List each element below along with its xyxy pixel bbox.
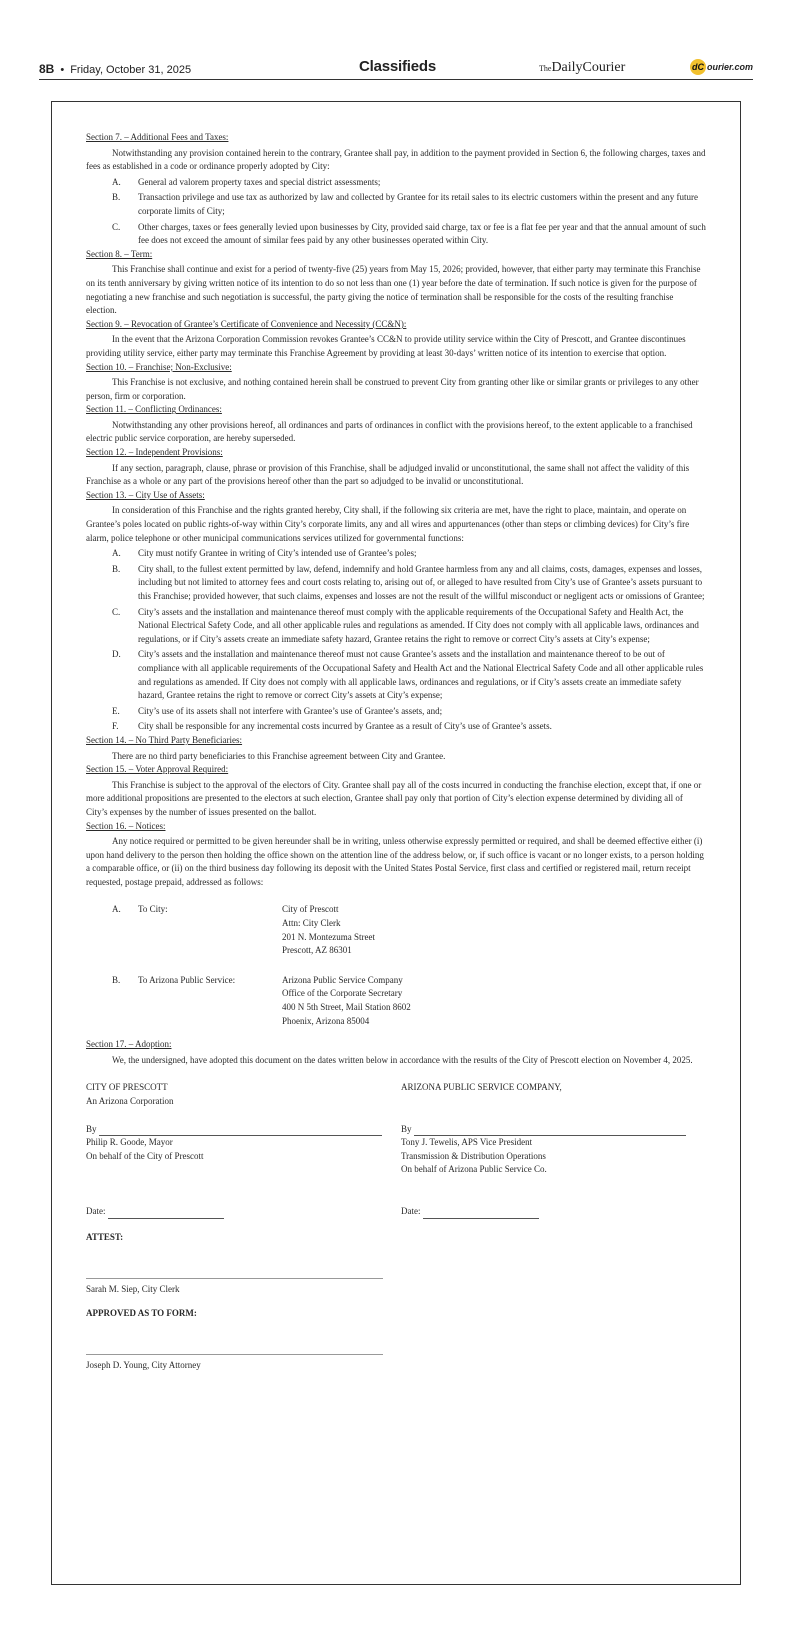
date-line	[108, 1218, 224, 1219]
legal-notice	[86, 131, 706, 1373]
signer-behalf: On behalf of the City of Prescott	[86, 1150, 204, 1161]
attorney-name: Joseph D. Young, City Attorney	[86, 1360, 201, 1371]
section-heading: Section 13. – City Use of Assets:	[86, 489, 205, 500]
section-heading: Section 15. – Voter Approval Required:	[86, 764, 229, 775]
section-text: If any section, paragraph, clause, phrase or provision of this Franchise, shall be adjudged invalid or unconstitutional, the same shall not affect the validity of this Franchise as a whole or any part of the provisions hereof other than the part so adjudged to be invalid or unconstitutional.	[86, 462, 690, 487]
address-line: Office of the Corporate Secretary	[282, 988, 403, 999]
city-signer	[86, 1123, 401, 1177]
item-text: City’s assets and the installation and maintenance thereof must not cause Grantee’s assets and the installation and maintenance thereof to be out of compliance with all applicable requirements of the Occupational Safety and Health Act and the National Electrical Safety Code and all other applicable rules and regulations as amended. If City does not comply with all applicable laws, ordinances and regulations, or if City’s assets create an immediate safety hazard, Grantee retains the right to remove or correct City’s assets at City’s expense;	[138, 649, 704, 701]
paper-name	[539, 60, 625, 76]
address-block-aps	[86, 974, 706, 1028]
paper-prefix: The	[539, 64, 552, 73]
attest-label: ATTEST:	[86, 1231, 124, 1242]
section-text: Notwithstanding any provision contained herein to the contrary, Grantee shall pay, in addition to the payment provided in Section 6, the following charges, taxes and fees as established in a code or ordinance properly adopted by City:	[86, 147, 706, 172]
aps-signer	[401, 1123, 716, 1177]
signer-behalf: On behalf of Arizona Public Service Co.	[401, 1164, 547, 1175]
address-block-city	[86, 903, 706, 957]
section-heading: Section 9. – Revocation of Grantee’s Certificate of Convenience and Necessity (CC&N):	[86, 318, 407, 329]
section-heading: Section 16. – Notices:	[86, 820, 166, 831]
date-line	[423, 1218, 539, 1219]
city-org-name: CITY OF PRESCOTT	[86, 1082, 168, 1093]
list-item	[86, 720, 706, 734]
signer-name: Tony J. Tewelis, APS Vice President	[401, 1137, 533, 1148]
section-text: We, the undersigned, have adopted this document on the dates written below in accordance with the results of the City of Prescott election on November 4, 2025.	[112, 1054, 693, 1065]
attorney-signature-line	[86, 1354, 383, 1355]
item-text: City shall be responsible for any incremental costs incurred by Grantee as a result of City’s use of Grantee’s assets.	[138, 721, 552, 732]
address-lines	[282, 903, 375, 957]
aps-signature-block	[401, 1081, 716, 1108]
list-item	[86, 606, 706, 647]
address-line: 400 N 5th Street, Mail Station 8602	[282, 1002, 411, 1013]
signature-orgs	[86, 1081, 706, 1108]
item-text: City’s use of its assets shall not interfere with Grantee’s use of Grantee’s assets, and;	[138, 705, 443, 716]
by-label: By	[401, 1123, 412, 1134]
address-lines	[282, 974, 411, 1028]
section-text: In the event that the Arizona Corporation Commission revokes Grantee’s CC&N to provide utility service within the City of Prescott, and Grantee discontinues providing utility service, either party may terminate this Franchise Agreement by providing at least 30-days’ written notice of its intention to exercise that option.	[86, 334, 686, 358]
address-line: Attn: City Clerk	[282, 918, 341, 929]
aps-date	[401, 1205, 716, 1219]
item-letter: F.	[112, 721, 119, 732]
clerk-name: Sarah M. Siep, City Clerk	[86, 1284, 180, 1295]
list-item	[86, 221, 706, 248]
item-letter: C.	[112, 221, 121, 232]
item-letter: B.	[112, 563, 121, 574]
page-number: 8B	[39, 62, 55, 76]
address-label: To City:	[138, 904, 168, 915]
item-letter: B.	[112, 192, 121, 203]
aps-org-name: ARIZONA PUBLIC SERVICE COMPANY,	[401, 1082, 562, 1093]
address-letter: B.	[112, 974, 121, 985]
section-text: In consideration of this Franchise and the rights granted hereby, City shall, if the following six criteria are met, have the right to place, maintain, and operate on Grantee’s poles located on public rights-of-way within City’s corporate limits, any and all wires and appurtenances (other than steps or climbing devices) for City’s fire alarm, police telephone or other municipal communications services utilized for governmental functions:	[86, 505, 690, 543]
item-text: City shall, to the fullest extent permitted by law, defend, indemnify and hold Grantee harmless from any and all claims, costs, damages, expenses and losses, including but not limited to attorney fees and court costs relating to, arising out of, or alleged to have resulted from City’s use of Grantee’s assets pursuant to this Franchise; provided however, that such claims, expenses and losses are not the result of the willful misconduct or negligent acts or omissions of Grantee;	[138, 563, 705, 601]
section-heading: Section 7. – Additional Fees and Taxes:	[86, 132, 229, 142]
city-date	[86, 1205, 401, 1219]
item-text: City must notify Grantee in writing of City’s intended use of Grantee’s poles;	[138, 548, 417, 559]
logo-badge: dC	[690, 59, 706, 75]
item-letter: A.	[112, 548, 121, 559]
address-line: City of Prescott	[282, 904, 339, 915]
address-label: To Arizona Public Service:	[138, 974, 236, 985]
by-label: By	[86, 1123, 97, 1134]
item-text: General ad valorem property taxes and special district assessments;	[138, 176, 381, 187]
address-line: Arizona Public Service Company	[282, 974, 403, 985]
item-letter: D.	[112, 649, 121, 660]
city-org-type: An Arizona Corporation	[86, 1096, 174, 1106]
approved-label: APPROVED AS TO FORM:	[86, 1307, 197, 1318]
item-text: Other charges, taxes or fees generally levied upon businesses by City, provided said charge, tax or fee is a flat fee per year and that the annual amount of such fee does not exceed the amount of similar fees paid by any other businesses operated within City.	[138, 221, 706, 246]
list-item	[86, 563, 706, 604]
logo-text: ourier.com	[706, 62, 753, 72]
section-heading: Section 14. – No Third Party Beneficiaries:	[86, 734, 243, 745]
item-text: City’s assets and the installation and maintenance thereof must comply with the applicable requirements of the Occupational Safety and Health Act, the National Electrical Safety Code, and all other applicable rules and regulations as amended. If City does not comply with all applicable laws, ordinances and regulations, or if City’s assets create an immediate safety hazard, Grantee retains the right to remove or correct City’s assets at City’s expense;	[138, 606, 699, 644]
masthead	[39, 57, 753, 80]
section-text: Notwithstanding any other provisions hereof, all ordinances and parts of ordinances in conflict with the provisions hereof, to the extent applicable to a franchised electric public service corporation, are hereby superseded.	[86, 419, 693, 444]
issue-date: Friday, October 31, 2025	[70, 64, 192, 76]
date-lines	[86, 1205, 706, 1219]
page-info	[39, 62, 191, 76]
item-text: Transaction privilege and use tax as authorized by law and collected by Grantee for its retail sales to its electric customers within the present and any future corporate limits of City;	[138, 192, 698, 216]
address-letter: A.	[112, 904, 121, 915]
section-heading: Section 12. – Independent Provisions:	[86, 447, 223, 458]
paper-title: DailyCourier	[551, 60, 626, 75]
signature-lines	[86, 1123, 706, 1177]
list-item	[86, 705, 706, 719]
city-signature-block	[86, 1081, 401, 1108]
section-heading: Section 17. – Adoption:	[86, 1039, 172, 1050]
signer-name: Philip R. Goode, Mayor	[86, 1137, 173, 1148]
address-line: Prescott, AZ 86301	[282, 945, 352, 956]
list-item	[86, 191, 706, 218]
section-text: This Franchise is not exclusive, and nothing contained herein shall be construed to prevent City from granting other like or similar grants or privileges to any other person, firm or corporation.	[86, 377, 699, 401]
item-letter: E.	[112, 705, 120, 716]
dcourier-logo	[690, 59, 753, 75]
section-text: This Franchise shall continue and exist for a period of twenty-five (25) years from May 15, 2026; provided, however, that either party may terminate this Franchise on its tenth anniversary by giving written notice of its intention to do so not less than one (1) year before the date of termination. If such notice is given for the purpose of negotiating a new franchise and such negotiation is successful, the party giving the notice of termination shall be responsible for the costs of the resulting franchise election.	[86, 264, 701, 316]
section-title: Classifieds	[359, 58, 437, 75]
item-letter: A.	[112, 176, 121, 187]
section-text: This Franchise is subject to the approval of the electors of City. Grantee shall pay all of the costs incurred in conducting the franchise election, except that, if one or more additional propositions are presented to the electors at such election, Grantee shall pay only that portion of City’s election expense determined by dividing all of City’s expenses by the number of issues presented on the ballot.	[86, 779, 702, 817]
address-line: Phoenix, Arizona 85004	[282, 1015, 370, 1026]
section-heading: Section 8. – Term:	[86, 248, 153, 259]
section-text: Any notice required or permitted to be given hereunder shall be in writing, unless otherwise expressly permitted or required, and shall be deemed effective either (i) upon hand delivery to the person then holding the office shown on the attention line of the address below, or, if such office is vacant or no longer exists, to a person holding a comparable office, or (ii) on the third business day following its deposit with the United States Postal Service, first class and certified or registered mail, return receipt requested, postage prepaid, addressed as follows:	[86, 836, 704, 887]
section-heading: Section 11. – Conflicting Ordinances:	[86, 404, 222, 415]
section-text: There are no third party beneficiaries to this Franchise agreement between City and Grantee.	[112, 750, 446, 761]
date-label: Date:	[86, 1205, 106, 1216]
item-letter: C.	[112, 606, 121, 617]
section-heading: Section 10. – Franchise; Non-Exclusive:	[86, 361, 232, 372]
clerk-signature-line	[86, 1278, 383, 1279]
list-item	[86, 547, 706, 561]
date-label: Date:	[401, 1205, 421, 1216]
list-item	[86, 176, 706, 190]
bullet-separator: •	[60, 64, 65, 76]
address-line: 201 N. Montezuma Street	[282, 931, 375, 942]
list-item	[86, 648, 706, 702]
signer-title: Transmission & Distribution Operations	[401, 1150, 546, 1161]
